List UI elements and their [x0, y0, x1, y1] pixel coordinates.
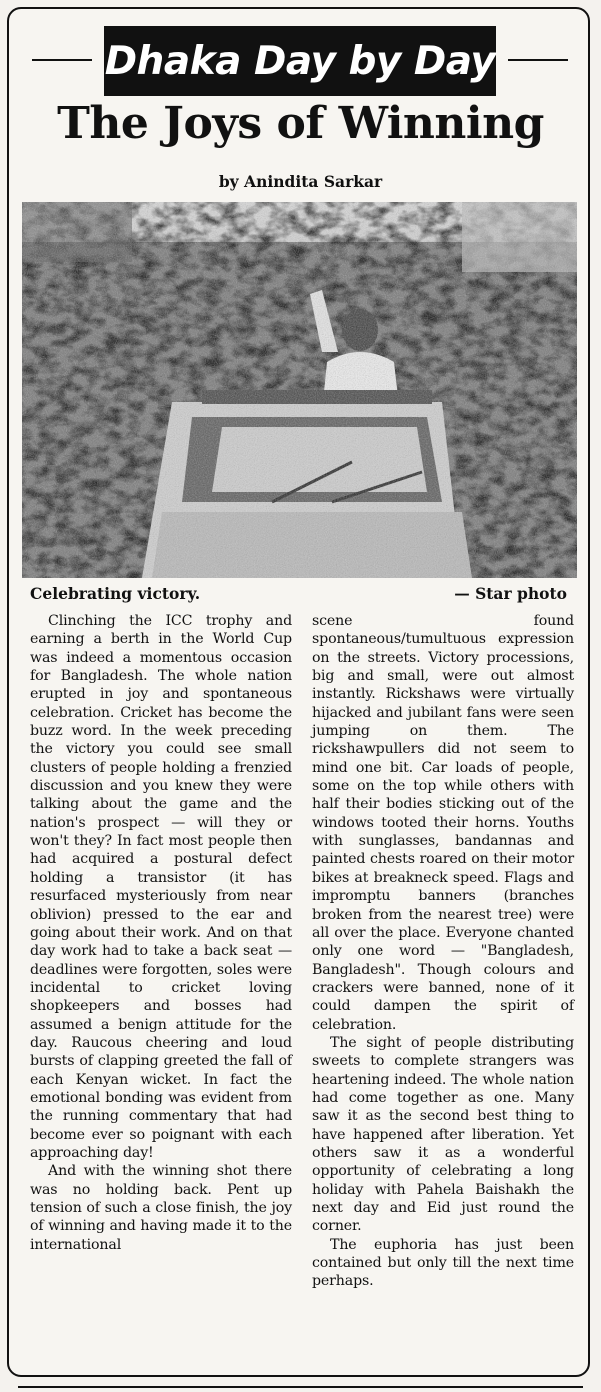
article-column-right: [312, 612, 574, 1291]
article-column-left: [30, 612, 292, 1254]
banner-title: Dhaka Day by Day: [104, 38, 496, 84]
headline: The Joys of Winning: [57, 98, 544, 149]
paragraph: And with the winning shot there was no holding back. Pent up tension of such a close finish, the joy of winning and having made it to the international: [30, 1163, 292, 1253]
photo-caption: Celebrating victory.: [30, 584, 201, 603]
column-banner: [104, 26, 496, 96]
paragraph-continued: scene found spontaneous/tumultuous expression on the streets. Victory processions, big and small, were out almost instantly. Rickshaws were virtually hijacked and jubilant fans were seen jumping on them. The rickshawpullers did not seem to mind one bit. Car loads of people, some on the top while others with half their bodies sticking out of the windows tooted their horns. Youths with sunglasses, bandannas and painted chests roared on their motor bikes at breakneck speed. Flags and impromptu banners (branches broken from the nearest tree) were all over the place. Everyone chanted only one word — "Bangladesh, Bangladesh". Though colours and crackers were banned, none of it could dampen the spirit of celebration.: [312, 613, 574, 1033]
byline: by Anindita Sarkar: [218, 172, 383, 191]
photo-credit: — Star photo: [454, 584, 567, 603]
bottom-rule: [18, 1386, 583, 1388]
paragraph: Clinching the ICC trophy and earning a berth in the World Cup was indeed a momentous occasion for Bangladesh. The whole nation erupted in joy and spontaneous celebration. Cricket has become the buzz word. In the week preceding the victory you could see small clusters of people holding a frenzied discussion and you knew they were talking about the game and the nation's prospect — will they or won't they? In fact most people then had acquired a postural defect holding a transistor (it has resurfaced mysteriously from near oblivion) pressed to the ear and going about their work. And on that day work had to take a back seat — deadlines were forgotten, soles were incidental to cricket loving shopkeepers and bosses had assumed a benign attitude for the day. Raucous cheering and loud bursts of clapping greeted the fall of each Kenyan wicket. In fact the emotional bonding was evident from the running commentary that had become ever so poignant with each approaching day!: [30, 613, 292, 1161]
paragraph: The euphoria has just been contained but only till the next time perhaps.: [312, 1236, 574, 1290]
crowd-photo: [22, 202, 577, 578]
paragraph: The sight of people distributing sweets to complete strangers was heartening indeed. The whole nation had come together as one. Many saw it as the second best thing to have happened after liberation. Yet others saw it as a wonderful opportunity of celebrating a long holiday with Pahela Baishakh the next day and Eid just round the corner.: [312, 1034, 574, 1235]
